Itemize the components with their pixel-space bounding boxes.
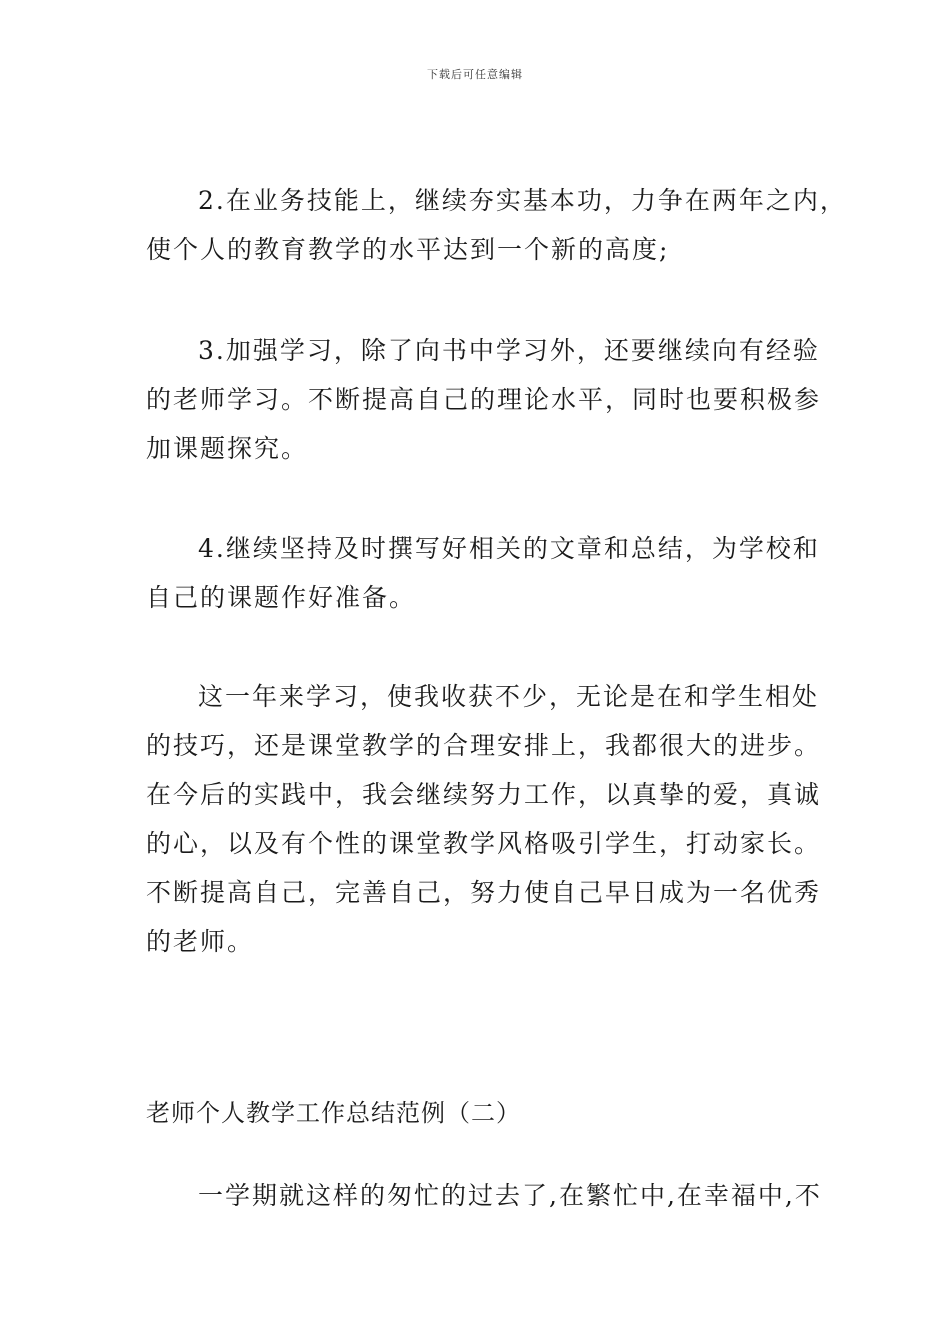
paragraph-learning: [146, 326, 822, 473]
paragraph-line: 加课题探究。: [146, 434, 309, 463]
paragraph-line: 在今后的实践中，我会继续努力工作，以真挚的爱，真诚: [146, 780, 822, 809]
paragraph-line: 这一年来学习，使我收获不少，无论是在和学生相处: [198, 682, 820, 711]
paragraph-line: 3.加强学习，除了向书中学习外，还要继续向有经验: [198, 336, 820, 365]
paragraph-skills: [146, 176, 847, 274]
paragraph-line: 的心，以及有个性的课堂教学风格吸引学生，打动家长。: [146, 829, 822, 858]
paragraph-line: 一学期就这样的匆忙的过去了,在繁忙中,在幸福中,不: [198, 1181, 822, 1210]
paragraph-line: 的老师。: [146, 927, 255, 956]
paragraph-writing: [146, 524, 820, 622]
paragraph-line: 4.继续坚持及时撰写好相关的文章和总结，为学校和: [198, 534, 820, 563]
page-header-note: 下载后可任意编辑: [427, 68, 523, 81]
paragraph-line: 2.在业务技能上，继续夯实基本功，力争在两年之内，: [198, 186, 847, 215]
section-heading: 老师个人教学工作总结范例（二）: [146, 1099, 521, 1127]
paragraph-line: 自己的课题作好准备。: [146, 583, 417, 612]
paragraph-summary: [146, 672, 822, 966]
paragraph-line: 的技巧，还是课堂教学的合理安排上，我都很大的进步。: [146, 731, 822, 760]
paragraph-closing: [146, 1171, 822, 1220]
paragraph-line: 不断提高自己，完善自己，努力使自己早日成为一名优秀: [146, 878, 822, 907]
paragraph-line: 的老师学习。不断提高自己的理论水平，同时也要积极参: [146, 385, 822, 414]
paragraph-line: 使个人的教育教学的水平达到一个新的高度;: [146, 235, 670, 264]
